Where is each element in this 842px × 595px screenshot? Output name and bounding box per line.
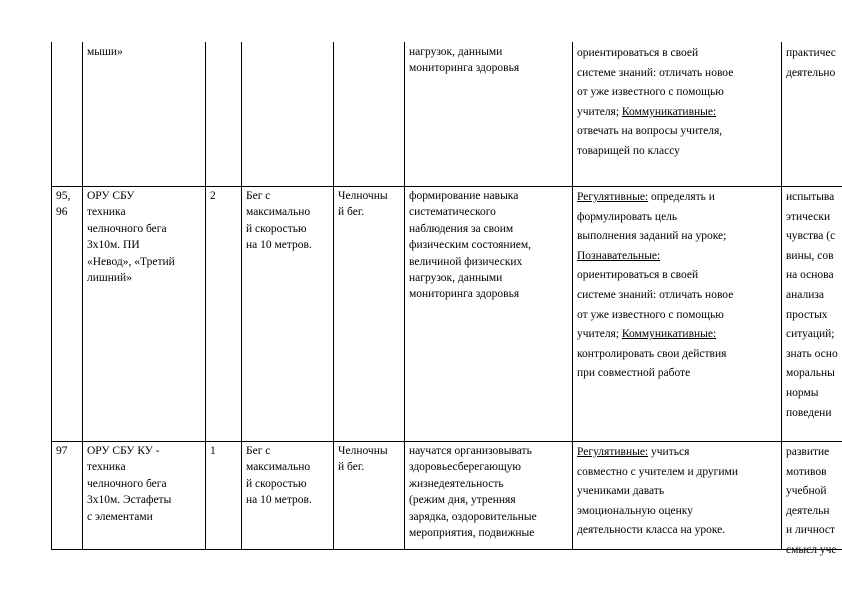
cell-line: техника xyxy=(87,206,126,219)
cell-line: максимально xyxy=(246,461,311,474)
cell-line: ОРУ СБУ xyxy=(87,190,135,202)
cell-line: простых xyxy=(786,308,828,321)
cell-line: смысл уче xyxy=(786,543,837,556)
cell-line: Бег с xyxy=(246,445,271,457)
cell-line xyxy=(577,482,780,502)
cell-line xyxy=(577,142,780,162)
cell-num xyxy=(56,188,81,440)
cell-line: практичес xyxy=(786,47,836,59)
text-run: контролировать свои действия xyxy=(577,347,727,360)
cell-line: 3х10м. Эстафеты xyxy=(87,494,172,507)
cell-line xyxy=(577,83,780,103)
cell-activity xyxy=(338,443,403,548)
cell-line: физическим состоянием, xyxy=(409,239,531,252)
cell-line: й скоростью xyxy=(246,222,307,235)
cell-hours xyxy=(210,44,240,185)
cell-line: систематического xyxy=(409,206,496,219)
text-run: эмоциональную оценку xyxy=(577,504,693,517)
text-run: учителя; xyxy=(577,328,622,341)
row-divider xyxy=(51,186,842,187)
cell-line: Челночны xyxy=(338,190,388,202)
text-run: учиться xyxy=(648,446,690,458)
cell-line: мотивов xyxy=(786,465,827,478)
text-run: при совместной работе xyxy=(577,367,691,380)
cell-line: й бег. xyxy=(338,461,365,474)
column-divider xyxy=(51,42,52,550)
cell-line xyxy=(577,247,780,267)
cell-line xyxy=(577,345,780,365)
cell-line: и личност xyxy=(786,524,836,537)
cell-hours xyxy=(210,443,240,548)
text-run: от уже известного с помощью xyxy=(577,308,724,321)
cell-line: «Невод», «Третий xyxy=(87,255,175,268)
section-heading: Коммуникативные: xyxy=(621,328,717,341)
cell-line: мониторинга здоровья xyxy=(409,62,520,75)
cell-line: ситуаций; xyxy=(786,328,835,341)
cell-line xyxy=(577,266,780,286)
cell-line xyxy=(577,122,780,142)
cell-line: нагрузок, данными xyxy=(409,46,503,58)
cell-line: мыши» xyxy=(87,46,123,58)
cell-line: челночного бега xyxy=(87,477,167,490)
cell-line xyxy=(577,227,780,247)
cell-line: деятельн xyxy=(786,504,830,517)
cell-line: здоровьесберегающую xyxy=(409,461,522,474)
cell-outcomes xyxy=(409,443,571,548)
cell-line: на основа xyxy=(786,269,834,282)
cell-line: нагрузок, данными xyxy=(409,271,503,284)
text-run: товарищей по классу xyxy=(577,144,680,157)
cell-line: развитие xyxy=(786,446,830,458)
column-divider xyxy=(781,42,782,550)
cell-line xyxy=(577,103,780,123)
column-divider xyxy=(572,42,573,550)
text-run: от уже известного с помощью xyxy=(577,86,724,99)
cell-personal xyxy=(786,44,841,185)
cell-uud xyxy=(577,188,780,440)
cell-line: 96 xyxy=(56,206,68,219)
section-heading: Познавательные: xyxy=(577,249,661,262)
cell-line xyxy=(577,188,780,208)
cell-line: зарядка, оздоровительные xyxy=(409,510,537,523)
cell-line xyxy=(577,364,780,384)
text-run: определять и xyxy=(648,191,715,203)
cell-line: максимально xyxy=(246,206,311,219)
column-divider xyxy=(241,42,242,550)
section-heading: Регулятивные: xyxy=(577,191,649,203)
cell-line: жизнедеятельность xyxy=(409,477,504,490)
cell-line: учебной xyxy=(786,485,827,498)
cell-line: 1 xyxy=(210,445,216,457)
cell-num xyxy=(56,44,81,185)
cell-line: поведени xyxy=(786,406,832,419)
cell-uud xyxy=(577,44,780,185)
cell-outcomes xyxy=(409,188,571,440)
row-divider xyxy=(51,441,842,442)
cell-line: с элементами xyxy=(87,510,153,523)
cell-personal xyxy=(786,443,841,556)
cell-line xyxy=(577,443,780,463)
cell-activity xyxy=(338,188,403,440)
section-heading: Коммуникативные: xyxy=(621,105,717,118)
cell-line: челночного бега xyxy=(87,222,167,235)
cell-line: деятельно xyxy=(786,66,836,79)
table-bottom-border xyxy=(51,549,842,550)
cell-line: нормы xyxy=(786,386,819,399)
cell-line: й бег. xyxy=(338,206,365,219)
text-run: ориентироваться в своей xyxy=(577,47,699,59)
cell-elements xyxy=(246,44,332,185)
cell-line: (режим дня, утренняя xyxy=(409,494,516,507)
text-run: выполнения заданий на уроке; xyxy=(577,230,727,243)
cell-elements xyxy=(246,188,332,440)
cell-line: этически xyxy=(786,210,831,223)
cell-line: Бег с xyxy=(246,190,271,202)
cell-line xyxy=(577,64,780,84)
cell-line: величиной физических xyxy=(409,255,523,268)
cell-line: 97 xyxy=(56,445,68,457)
column-divider xyxy=(82,42,83,550)
section-heading: Регулятивные: xyxy=(577,446,649,458)
column-divider xyxy=(404,42,405,550)
cell-line: моральны xyxy=(786,367,835,380)
text-run: системе знаний: отличать новое xyxy=(577,288,734,301)
cell-line: 3х10м. ПИ xyxy=(87,239,140,252)
cell-personal xyxy=(786,188,841,440)
cell-line xyxy=(577,306,780,326)
cell-line: наблюдения за своим xyxy=(409,222,514,235)
text-run: системе знаний: отличать новое xyxy=(577,66,734,79)
cell-line xyxy=(577,208,780,228)
cell-line: техника xyxy=(87,461,126,474)
cell-line xyxy=(577,44,780,64)
cell-line: чувства (с xyxy=(786,230,836,243)
cell-line: 2 xyxy=(210,190,216,202)
cell-line xyxy=(577,286,780,306)
column-divider xyxy=(205,42,206,550)
cell-line: знать осно xyxy=(786,347,838,360)
cell-outcomes xyxy=(409,44,571,185)
cell-line xyxy=(577,502,780,522)
cell-topic xyxy=(87,44,204,185)
cell-line: научатся организовывать xyxy=(409,445,532,457)
text-run: формулировать цель xyxy=(577,210,678,223)
cell-line: лишний» xyxy=(87,271,132,284)
column-divider xyxy=(333,42,334,550)
text-run: совместно с учителем и другими xyxy=(577,465,738,478)
cell-topic xyxy=(87,443,204,548)
cell-line: анализа xyxy=(786,288,825,301)
cell-line: 95, xyxy=(56,190,71,202)
cell-line: ОРУ СБУ КУ - xyxy=(87,445,160,457)
cell-elements xyxy=(246,443,332,548)
cell-topic xyxy=(87,188,204,440)
text-run: деятельности класса на уроке. xyxy=(577,524,726,537)
cell-line: мониторинга здоровья xyxy=(409,288,520,301)
cell-num xyxy=(56,443,81,548)
text-run: ориентироваться в своей xyxy=(577,269,699,282)
cell-line xyxy=(577,463,780,483)
cell-line: вины, сов xyxy=(786,249,834,262)
cell-line: формирование навыка xyxy=(409,190,519,202)
cell-line: Челночны xyxy=(338,445,388,457)
cell-activity xyxy=(338,44,403,185)
cell-line: й скоростью xyxy=(246,477,307,490)
cell-line: мероприятия, подвижные xyxy=(409,526,535,539)
cell-line: на 10 метров. xyxy=(246,239,312,252)
text-run: учениками давать xyxy=(577,485,665,498)
cell-line xyxy=(577,325,780,345)
cell-uud xyxy=(577,443,780,548)
cell-line: испытыва xyxy=(786,191,835,203)
cell-line xyxy=(577,521,780,541)
text-run: отвечать на вопросы учителя, xyxy=(577,125,723,138)
cell-line: на 10 метров. xyxy=(246,494,312,507)
cell-hours xyxy=(210,188,240,440)
text-run: учителя; xyxy=(577,105,622,118)
